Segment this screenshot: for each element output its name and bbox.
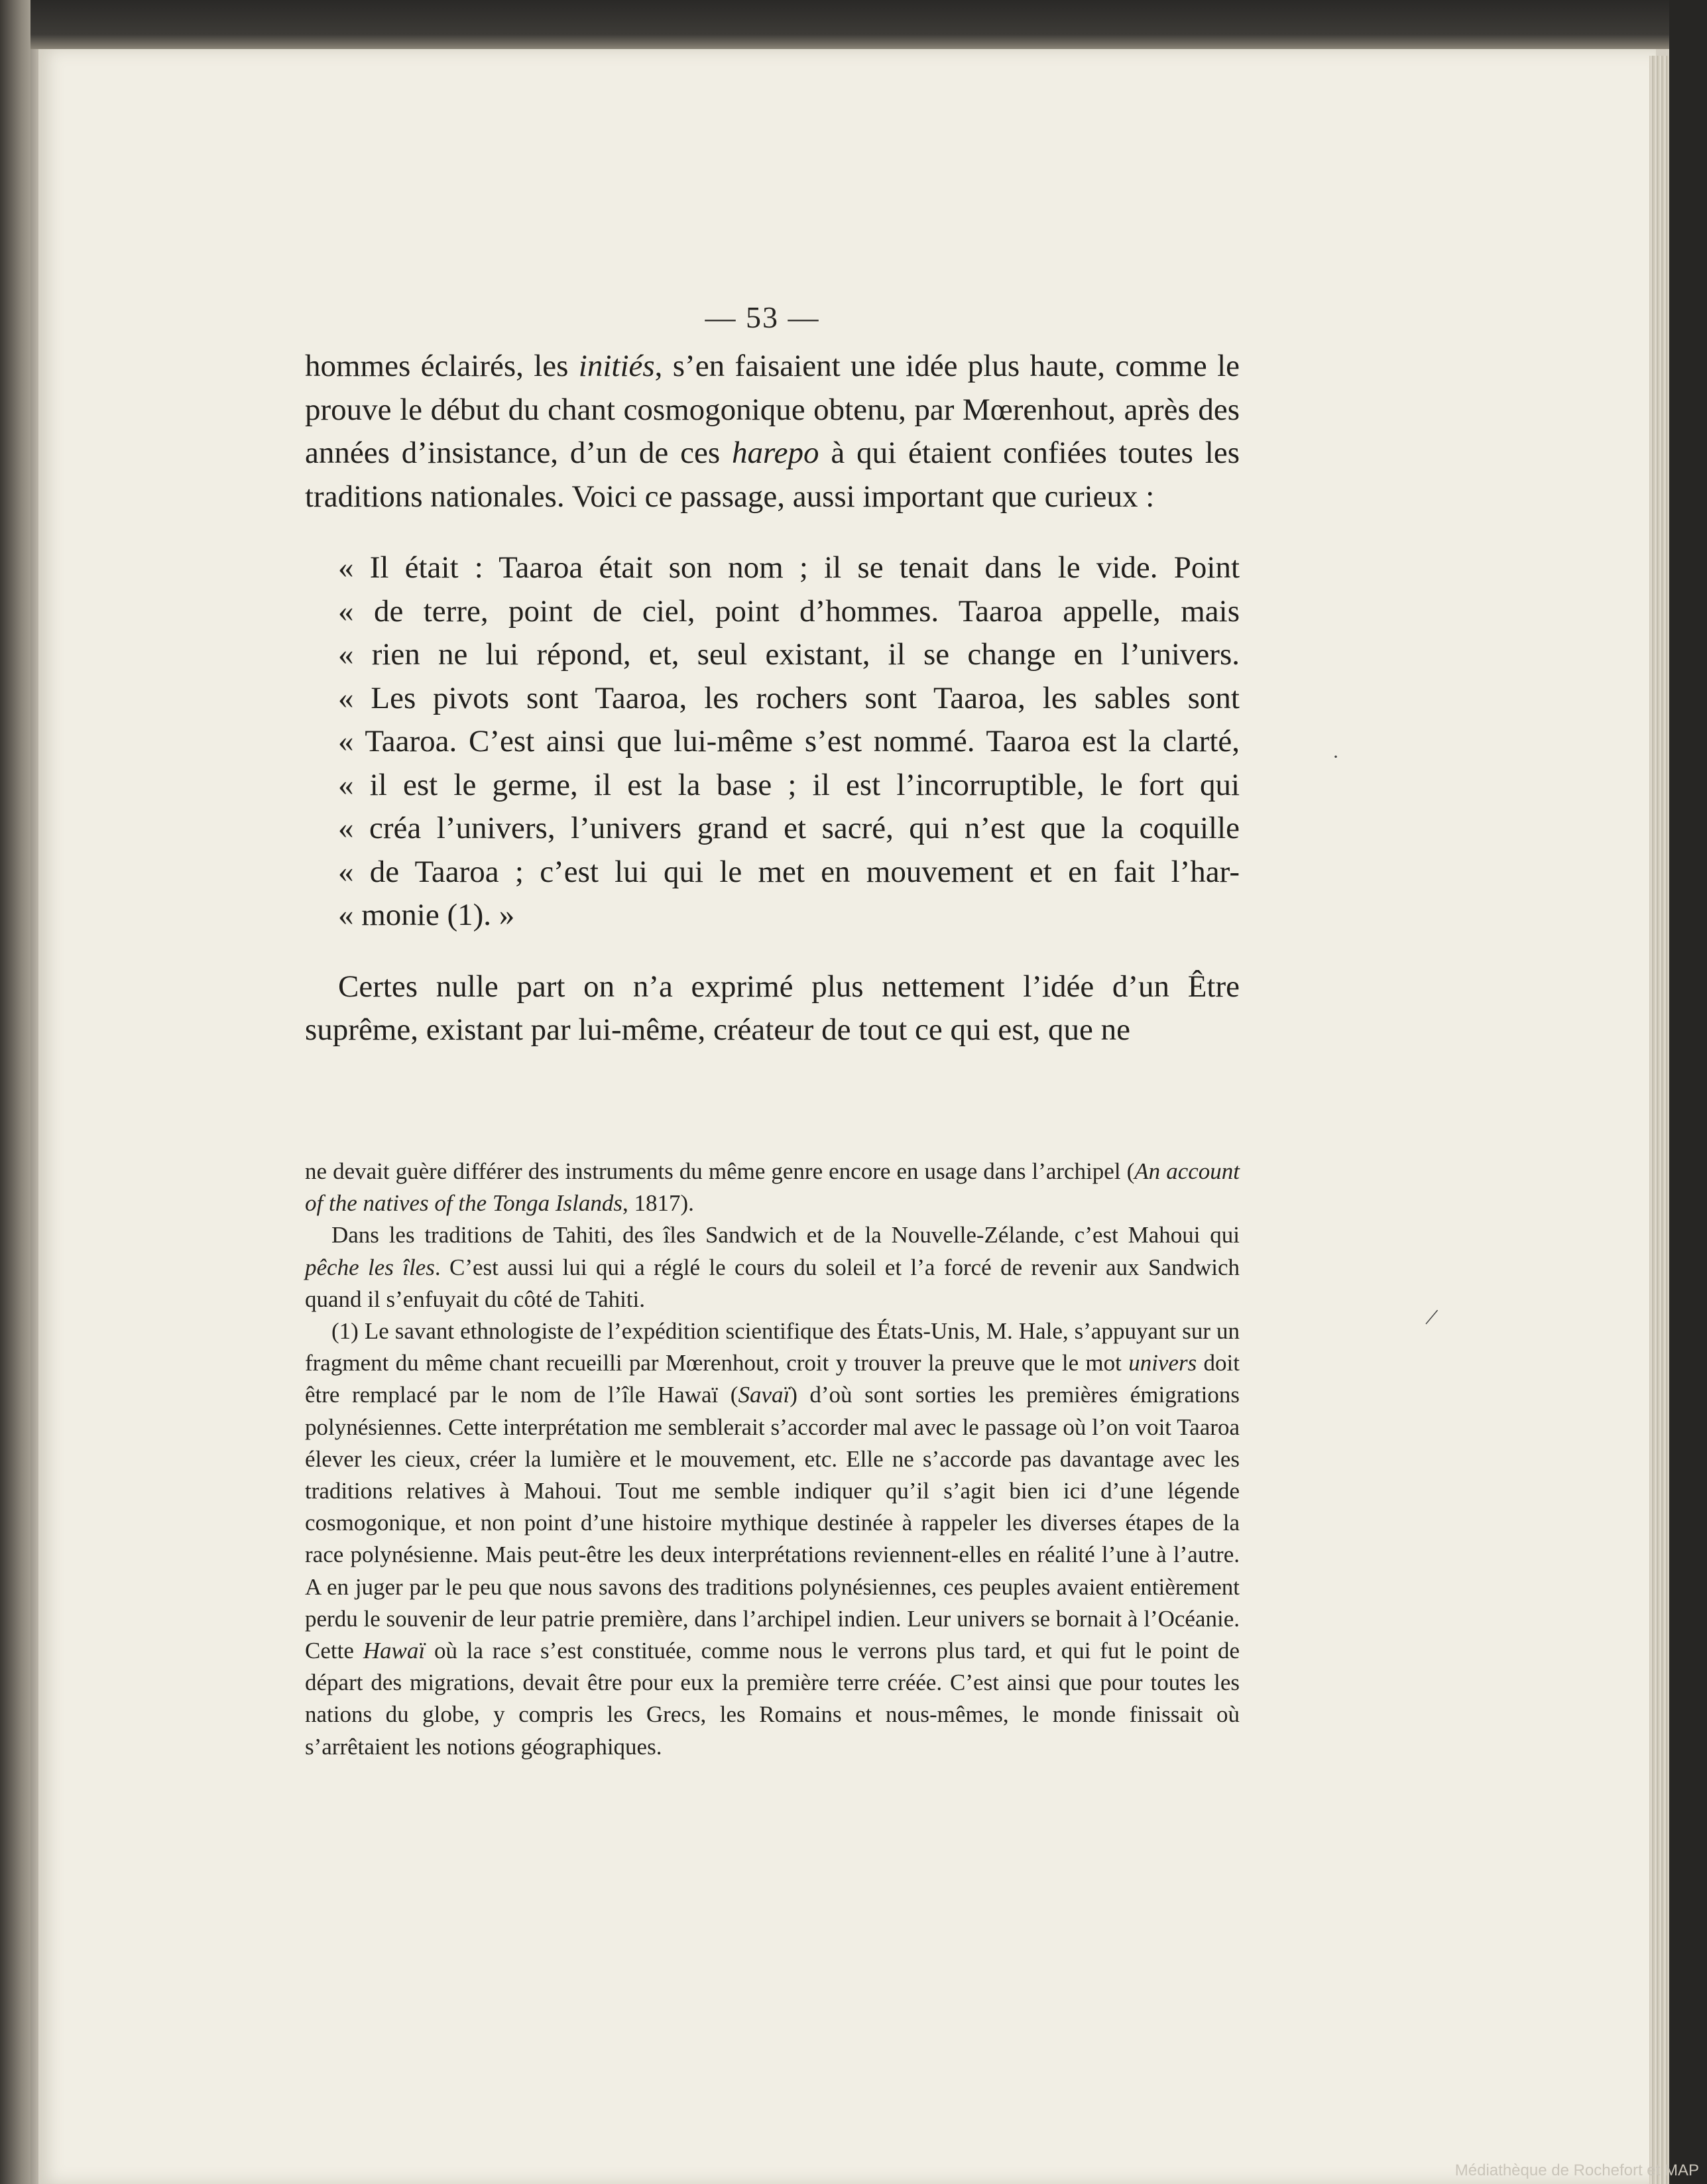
footnote-continuation: ne devait guère différer des instruments du même genre encore en usage dans l’archipel (An account of the natives of the Tonga Islands, 1817). (305, 1158, 1240, 1217)
paragraph-2: Certes nulle part on n’a exprimé plus nettement l’idée d’un Être suprême, existant par lui-même, créateur de tout ce qui est, que ne (305, 969, 1240, 1047)
quote-line: « créa l’univers, l’univers grand et sacré, qui n’est que la coquille (338, 811, 1240, 845)
top-border (30, 0, 1671, 49)
quote-line: « Les pivots sont Taaroa, les rochers sont Taaroa, les sables sont (338, 680, 1240, 715)
right-border (1669, 0, 1707, 2184)
paragraph-1: hommes éclairés, les initiés, s’en faisaient une idée plus haute, comme le prouve le début du chant cosmogonique obtenu, par Mœrenhout, après des années d’insistance, d’un de ces harepo à qui étaient confiées toutes les traditions nationales. Voici ce passage, aussi important que curieux : (305, 349, 1240, 514)
footnote-mahoui: Dans les traditions de Tahiti, des îles Sandwich et de la Nouvelle-Zélande, c’est Mahoui qui pêche les îles. C’est aussi lui qui a réglé le cours du soleil et l’a forcé de revenir aux Sandwich quand il s’enfuyait du côté de Tahiti. (305, 1222, 1240, 1312)
quote-line: « de terre, point de ciel, point d’hommes. Taaroa appelle, mais (338, 593, 1240, 629)
footnotes (305, 1156, 1240, 1763)
page-stack-edges (1649, 56, 1669, 2184)
quote-line: « Il était : Taaroa était son nom ; il se tenait dans le vide. Point (338, 550, 1240, 585)
quotation-block (305, 546, 1240, 938)
footnote-1: (1) Le savant ethnologiste de l’expédition scientifique des États-Unis, M. Hale, s’appuyant sur un fragment du même chant recueilli par Mœrenhout, croit y trouver la preuve que le mot univers doit être remplacé par le nom de l’île Hawaï (Savaï) d’où sont sorties les premières émigrations polynésiennes. Cette interprétation me semblerait s’accorder mal avec le passage où l’on voit Taaroa élever les cieux, créer la lumière et le mouvement, etc. Elle ne s’accorde pas davantage avec les traditions relatives à Mahoui. Tout me semble indiquer qu’il s’agit bien ici d’une légende cosmogonique, et non point d’une histoire mythique destinée à rappeler les diverses étapes de la race polynésienne. Mais peut-être les deux interprétations reviennent-elles en réalité l’une à l’autre. A en juger par le peu que nous savons des traditions polynésiennes, ces peuples avaient entièrement perdu le souvenir de leur patrie première, dans l’archipel indien. Leur univers se bornait à l’Océanie. Cette Hawaï où la race s’est constituée, comme nous le verrons plus tard, et qui fut le point de départ des migrations, devait être pour eux la première terre créée. C’est ainsi que pour toutes les nations du globe, y compris les Grecs, les Romains et nous-mêmes, le monde finissait où s’arrêtaient les notions géographiques. (305, 1318, 1240, 1760)
ink-speck: · (1332, 746, 1339, 768)
ink-mark: | (1424, 1306, 1442, 1326)
library-credit: Médiathèque de Rochefort et MAP (1454, 2161, 1699, 2179)
left-page-edge (0, 0, 30, 2184)
quote-line: « rien ne lui répond, et, seul existant, il se change en l’univers. (338, 637, 1240, 672)
main-text (305, 345, 1240, 1052)
quote-line: « il est le germe, il est la base ; il est l’incorruptible, le fort qui (338, 767, 1240, 802)
page-number: — 53 — (705, 300, 820, 334)
quote-line: « monie (1). » (338, 898, 515, 932)
quote-line: « de Taaroa ; c’est lui qui le met en mouvement et en fait l’har- (338, 854, 1240, 889)
quote-line: « Taaroa. C’est ainsi que lui-même s’est nommé. Taaroa est la clarté, (338, 724, 1240, 758)
